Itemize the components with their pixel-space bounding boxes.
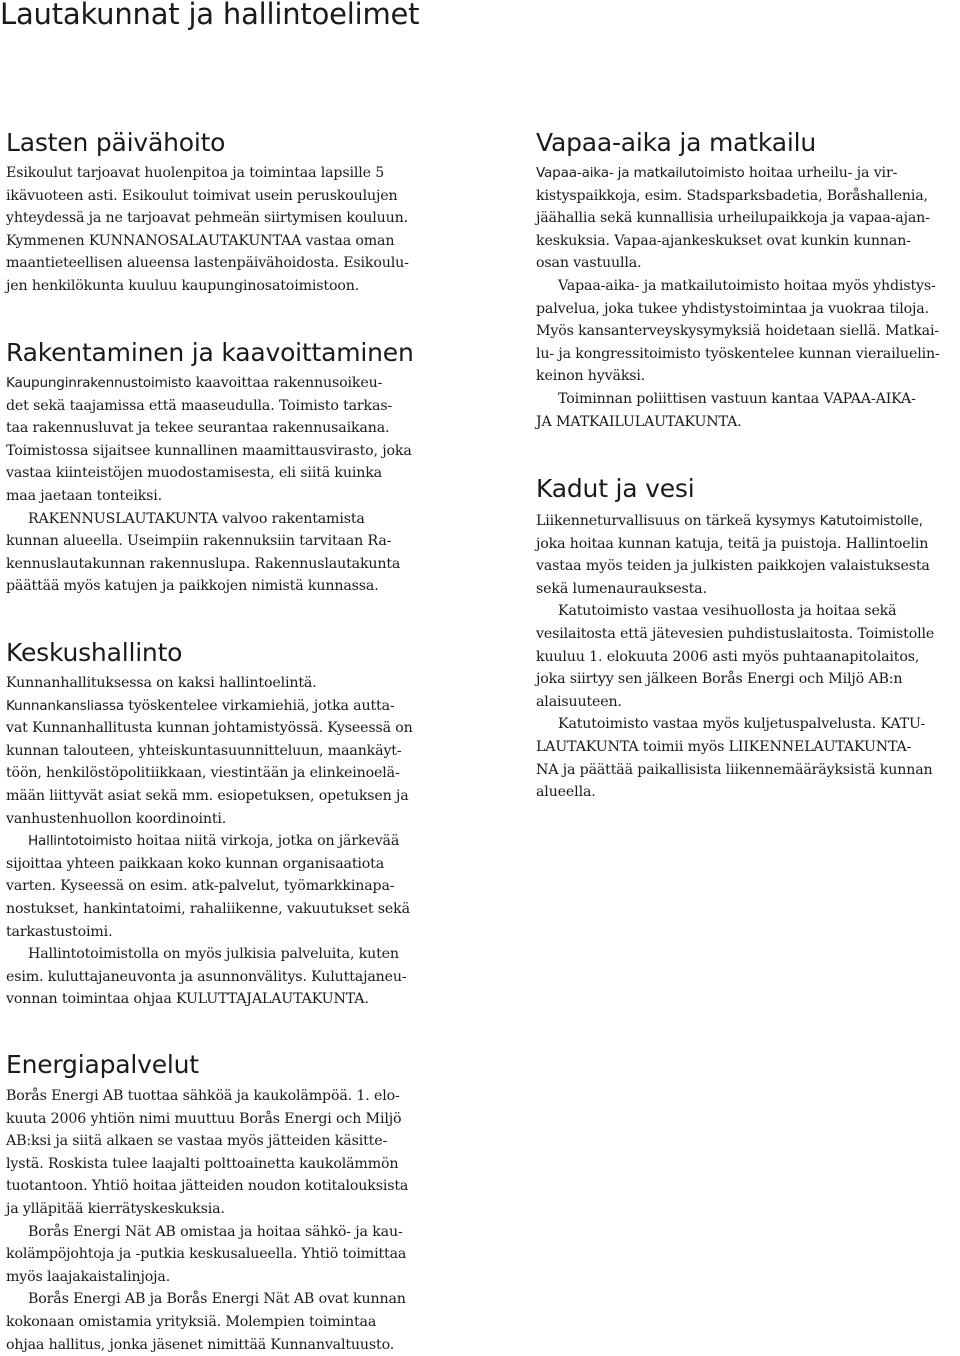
text-line: vat Kunnanhallitusta kunnan johtamistyössä. Kyseessä on: [6, 720, 413, 737]
text-line: kuuta 2006 yhtiön nimi muuttuu Borås Energi och Miljö: [6, 1110, 402, 1127]
office-name: Kaupunginrakennustoimisto: [6, 375, 192, 391]
paragraph: [536, 713, 956, 803]
text-line: vonnan toimintaa ohjaa KULUTTAJALAUTAKUNTA.: [6, 991, 369, 1008]
text-line: vanhustenhuollon koordinointi.: [6, 810, 227, 827]
paragraph: [6, 1085, 436, 1221]
text-line: joka siirtyy sen jälkeen Borås Energi och Miljö AB:n: [536, 671, 903, 688]
paragraph: [6, 1221, 436, 1289]
text-line: vastaa kiinteistöjen muodostamisesta, eli siitä kuinka: [6, 465, 382, 482]
text-line: [536, 162, 956, 185]
text-fragment: hoitaa urheilu- ja vir-: [744, 165, 898, 181]
paragraph: [6, 672, 436, 695]
paragraph: [536, 388, 956, 433]
text-line: kokonaan omistamia yrityksiä. Molempien toimintaa: [6, 1313, 377, 1330]
section-heading: Keskushallinto: [6, 638, 183, 667]
office-name: Hallintotoimisto: [28, 833, 133, 850]
text-line: JA MATKAILULAUTAKUNTA.: [536, 413, 742, 430]
text-line: Hallintotoimistolla on myös julkisia palveluita, kuten: [28, 946, 399, 963]
text-line: kunnan talouteen, yhteiskuntasuunnitteluun, maankäyt-: [6, 742, 402, 759]
text-line: Toiminnan poliittisen vastuun kantaa VAPAA-AIKA-: [558, 390, 916, 407]
text-line: kennuslautakunnan rakennuslupa. Rakennuslautakunta: [6, 555, 401, 572]
section-heading: Rakentaminen ja kaavoittaminen: [6, 338, 414, 367]
section-rakentaminen: [6, 338, 436, 598]
text-line: Borås Energi AB ja Borås Energi Nät AB ovat kunnan: [28, 1291, 406, 1308]
text-line: [6, 372, 436, 395]
text-line: esim. kuluttajaneuvonta ja asunnonvälitys. Kuluttajaneu-: [6, 968, 407, 985]
paragraph: [6, 695, 436, 831]
text-fragment: Liikenneturvallisuus on tärkeä kysymys: [536, 513, 820, 529]
text-line: tuotantoon. Yhtiö hoitaa jätteiden noudon kotitalouksista: [6, 1178, 409, 1195]
text-line: Borås Energi AB tuottaa sähköä ja kaukolämpöä. 1. elo-: [6, 1088, 400, 1104]
paragraph: [6, 1288, 436, 1356]
text-line: maa jaetaan tonteiksi.: [6, 487, 163, 504]
section-heading: Energiapalvelut: [6, 1050, 199, 1079]
section-kadut-ja-vesi: [536, 474, 956, 804]
text-line: ikävuoteen asti. Esikoulut toimivat usein peruskoulujen: [6, 187, 398, 204]
text-line: osan vastuulla.: [536, 255, 642, 272]
text-line: yhteydessä ja ne tarjoavat pehmeän siirtymisen kouluun.: [6, 210, 408, 227]
text-line: vastaa myös teiden ja julkisten paikkojen valaistuksesta: [536, 558, 930, 575]
text-line: varten. Kyseessä on esim. atk-palvelut, työmarkkinapa-: [6, 878, 395, 895]
text-line: NA ja päättää paikallisista liikennemääräyksistä kunnan: [536, 761, 933, 778]
section-lasten-paivahoito: [6, 128, 416, 298]
text-line: Kunnanhallituksessa on kaksi hallintoelintä.: [6, 675, 317, 691]
text-line: Katutoimisto vastaa vesihuollosta ja hoitaa sekä: [558, 603, 897, 620]
office-name: Kunnankansliassa: [6, 697, 124, 714]
paragraph: [6, 943, 436, 1011]
text-line: vesilaitosta että jätevesien puhdistuslaitosta. Toimistolle: [536, 625, 935, 642]
paragraph: [536, 275, 956, 388]
text-line: RAKENNUSLAUTAKUNTA valvoo rakentamista: [28, 510, 365, 527]
text-line: joka hoitaa kunnan katuja, teitä ja puistoja. Hallintoelin: [536, 535, 929, 552]
text-line: taa rakennusluvat ja tekee seurantaa rakennusaikana.: [6, 420, 390, 437]
text-line: kistyspaikkoja, esim. Stadsparksbadetia, Boråshallenia,: [536, 187, 928, 204]
page-title: Lautakunnat ja hallintoelimet: [0, 0, 420, 31]
text-line: lystä. Roskista tulee laajalti polttoainetta kaukolämmön: [6, 1155, 399, 1172]
paragraph: [536, 510, 956, 600]
text-line: keskuksia. Vapaa-ajankeskukset ovat kunkin kunnan-: [536, 232, 911, 249]
text-line: tarkastustoimi.: [6, 923, 113, 940]
text-line: keinon hyväksi.: [536, 368, 646, 385]
text-line: päättää myös katujen ja paikkojen nimistä kunnassa.: [6, 578, 379, 595]
paragraph: [6, 372, 436, 508]
text-line: kuuluu 1. elokuuta 2006 asti myös puhtaanapitolaitos,: [536, 648, 920, 665]
paragraph: [536, 600, 956, 713]
text-line: Katutoimisto vastaa myös kuljetuspalvelusta. KATU-: [558, 716, 926, 733]
text-fragment: kaavoittaa rakennusoikeu-: [191, 375, 383, 391]
section-vapaa-aika: [536, 128, 956, 433]
office-name: Vapaa-aika- ja matkailutoimisto: [536, 165, 745, 181]
text-line: jäähallia sekä kunnallisia urheilupaikkoja ja vapaa-ajan-: [536, 210, 930, 227]
text-line: jen henkilökunta kuuluu kaupunginosatoimistoon.: [6, 277, 360, 294]
text-fragment: hoitaa niitä virkoja, jotka on järkevää: [132, 833, 400, 850]
text-line: [536, 510, 956, 533]
section-energiapalvelut: [6, 1050, 436, 1356]
text-line: mään liittyvät asiat sekä mm. esiopetuksen, opetuksen ja: [6, 787, 409, 804]
paragraph: [6, 162, 416, 298]
text-line: [6, 695, 436, 718]
text-line: Vapaa-aika- ja matkailutoimisto hoitaa myös yhdistys-: [558, 277, 936, 294]
text-line: nostukset, hankintatoimi, rahaliikenne, vakuutukset sekä: [6, 900, 410, 917]
paragraph: [6, 830, 436, 943]
text-line: Myös kansanterveyskysymyksiä hoidetaan siellä. Matkai-: [536, 323, 939, 340]
text-line: kolämpöjohtoja ja -putkia keskusalueella. Yhtiö toimittaa: [6, 1246, 407, 1263]
paragraph: [6, 508, 436, 598]
text-line: Borås Energi Nät AB omistaa ja hoitaa sähkö- ja kau-: [28, 1223, 403, 1240]
section-heading: Lasten päivähoito: [6, 128, 226, 157]
text-line: Esikoulut tarjoavat huolenpitoa ja toimintaa lapsille 5: [6, 165, 385, 181]
text-line: Kymmenen KUNNANOSALAUTAKUNTAA vastaa oman: [6, 232, 395, 249]
text-line: töön, henkilöstöpolitiikkaan, viestintään ja elinkeinoelä-: [6, 765, 400, 782]
text-line: LAUTAKUNTA toimii myös LIIKENNELAUTAKUNTA-: [536, 738, 912, 755]
text-line: ohjaa hallitus, jonka jäsenet nimittää Kunnanvaltuusto.: [6, 1336, 395, 1353]
text-line: AB:ksi ja siitä alkaen se vastaa myös jätteiden käsitte-: [6, 1133, 388, 1150]
text-fragment: työskentelee virkamiehiä, jotka autta-: [123, 697, 395, 714]
text-line: sijoittaa yhteen paikkaan koko kunnan organisaatiota: [6, 855, 385, 872]
text-line: alaisuuteen.: [536, 693, 622, 710]
section-keskushallinto: [6, 638, 436, 1011]
text-line: lu- ja kongressitoimisto työskentelee kunnan vierailuelin-: [536, 345, 940, 362]
paragraph: [536, 162, 956, 275]
text-line: Toimistossa sijaitsee kunnallinen maamittausvirasto, joka: [6, 442, 412, 459]
text-line: palvelua, joka tukee yhdistystoimintaa ja vuokraa tiloja.: [536, 300, 929, 317]
section-heading: Vapaa-aika ja matkailu: [536, 128, 816, 157]
section-heading: Kadut ja vesi: [536, 474, 695, 503]
office-name: Katutoimistolle,: [819, 513, 923, 529]
text-line: maantieteellisen alueensa lastenpäivähoidosta. Esikoulu-: [6, 255, 409, 272]
text-line: myös laajakaistalinjoja.: [6, 1268, 171, 1285]
text-line: sekä lumenaurauksesta.: [536, 580, 707, 597]
text-line: alueella.: [536, 784, 596, 801]
text-line: kunnan alueella. Useimpiin rakennuksiin tarvitaan Ra-: [6, 533, 392, 550]
text-line: det sekä taajamissa että maaseudulla. Toimisto tarkas-: [6, 397, 393, 414]
text-line: ja ylläpitää kierrätyskeskuksia.: [6, 1200, 225, 1217]
text-line: [6, 830, 436, 853]
